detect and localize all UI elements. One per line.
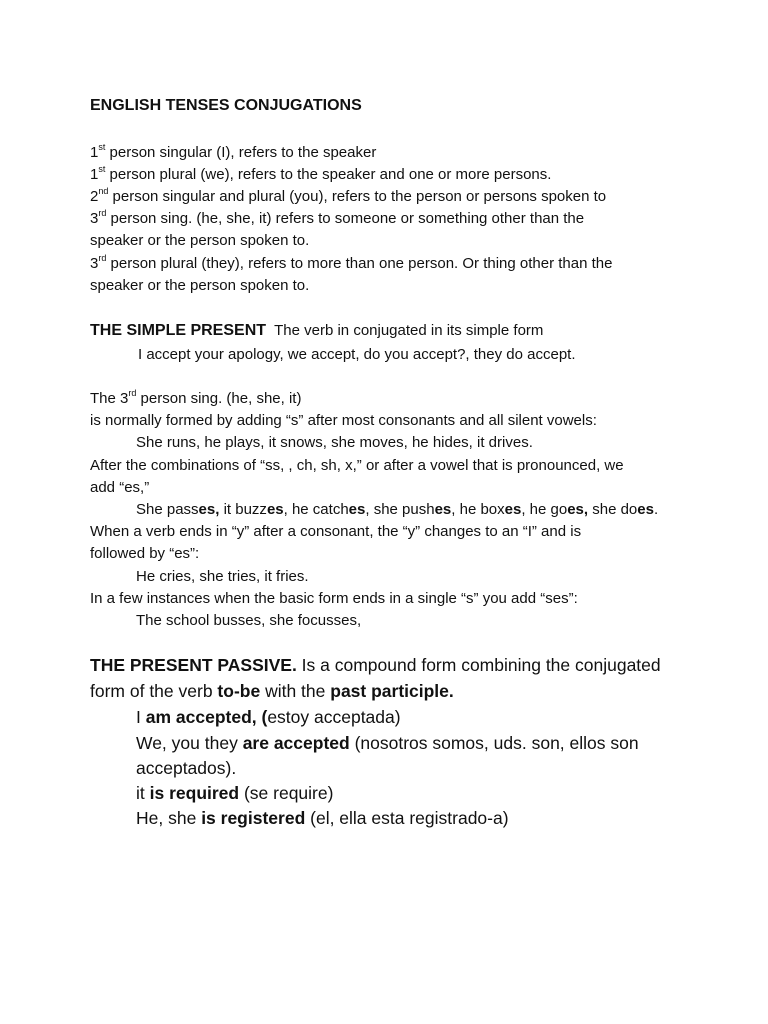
third-person-text: The 3 xyxy=(90,390,129,407)
rule-adding-ses: In a few instances when the basic form ends in a single “s” you add “ses”: xyxy=(90,590,578,607)
person-number: 1 xyxy=(90,144,99,161)
present-passive-desc-cont xyxy=(90,679,454,703)
suffix-bold: es xyxy=(504,501,522,518)
third-person-text: person sing. (he, she, it) xyxy=(136,390,302,407)
ordinal-suffix: nd xyxy=(98,186,109,196)
suffix-bold: es, xyxy=(198,501,220,518)
example-adding-s: She runs, he plays, it snows, she moves, he hides, it drives. xyxy=(136,434,533,451)
section-heading: THE PRESENT PASSIVE. xyxy=(90,655,297,675)
ordinal-suffix: rd xyxy=(98,208,107,218)
passive-example-1 xyxy=(136,705,401,729)
example-text: (nosotros somos, uds. son, ellos son xyxy=(349,733,639,753)
person-def-4-cont: speaker or the person spoken to. xyxy=(90,232,310,249)
person-def-5-cont: speaker or the person spoken to. xyxy=(90,277,310,294)
third-person-line xyxy=(90,389,301,409)
example-bold: are accepted xyxy=(242,733,350,753)
suffix-bold: es, xyxy=(567,501,589,518)
example-text: it xyxy=(136,783,150,803)
person-text: person plural (they), refers to more than one person. Or thing other than the xyxy=(106,255,613,272)
ordinal-suffix: st xyxy=(98,164,106,174)
person-def-5 xyxy=(90,254,612,274)
ordinal-suffix: st xyxy=(98,142,106,152)
example-bold: is required xyxy=(149,783,240,803)
example-text: . xyxy=(653,501,659,518)
rule-adding-es: After the combinations of “ss, , ch, sh, x,” or after a vowel that is pronounced, we xyxy=(90,457,624,474)
person-number: 3 xyxy=(90,210,99,227)
example-y-to-i: He cries, she tries, it fries. xyxy=(136,568,309,585)
suffix-bold: es xyxy=(637,501,654,518)
example-text: it buzz xyxy=(219,501,267,518)
section-description: Is a compound form combining the conjugated xyxy=(296,655,661,675)
example-text: We, you they xyxy=(136,733,243,753)
example-text: , he go xyxy=(521,501,568,518)
person-number: 2 xyxy=(90,188,99,205)
suffix-bold: es xyxy=(348,501,366,518)
desc-bold: past participle. xyxy=(330,681,454,701)
section-heading: THE SIMPLE PRESENT xyxy=(90,322,267,339)
document-title: ENGLISH TENSES CONJUGATIONS xyxy=(90,97,362,114)
example-adding-ses: The school busses, she focusses, xyxy=(136,612,362,629)
person-text: person singular (I), refers to the speaker xyxy=(105,144,377,161)
person-def-2 xyxy=(90,165,551,185)
rule-adding-es-cont: add “es,” xyxy=(90,479,150,496)
suffix-bold: es xyxy=(266,501,284,518)
example-bold: am accepted, ( xyxy=(145,707,268,727)
suffix-bold: es xyxy=(434,501,452,518)
rule-y-to-i-cont: followed by “es”: xyxy=(90,545,200,562)
example-text: (el, ella esta registrado-a) xyxy=(305,808,509,828)
passive-example-4 xyxy=(136,806,509,830)
desc-text: form of the verb xyxy=(90,681,218,701)
simple-present-example: I accept your apology, we accept, do you accept?, they do accept. xyxy=(138,346,576,363)
example-bold: is registered xyxy=(201,808,306,828)
example-text: (se require) xyxy=(239,783,334,803)
rule-y-to-i: When a verb ends in “y” after a consonant, the “y” changes to an “I” and is xyxy=(90,523,582,540)
example-text: estoy acceptada) xyxy=(267,707,401,727)
person-text: person singular and plural (you), refers to the person or persons spoken to xyxy=(108,188,607,205)
ordinal-suffix: rd xyxy=(128,388,137,398)
person-number: 3 xyxy=(90,255,99,272)
example-text: , she push xyxy=(365,501,435,518)
person-text: person sing. (he, she, it) refers to someone or something other than the xyxy=(106,210,585,227)
example-text: He, she xyxy=(136,808,202,828)
simple-present-heading-line xyxy=(90,321,543,341)
example-text: she do xyxy=(588,501,638,518)
passive-example-2 xyxy=(136,731,639,755)
passive-example-3 xyxy=(136,781,333,805)
person-text: person plural (we), refers to the speaker and one or more persons. xyxy=(105,166,552,183)
person-def-1 xyxy=(90,143,376,163)
ordinal-suffix: rd xyxy=(98,253,107,263)
person-def-4 xyxy=(90,209,584,229)
present-passive-heading-line xyxy=(90,653,661,677)
example-text: She pass xyxy=(136,501,199,518)
desc-bold: to-be xyxy=(217,681,261,701)
example-text: I xyxy=(136,707,146,727)
example-adding-es xyxy=(136,500,658,520)
rule-adding-s: is normally formed by adding “s” after most consonants and all silent vowels: xyxy=(90,412,597,429)
passive-example-2-cont: acceptados). xyxy=(136,758,237,778)
desc-text: with the xyxy=(260,681,331,701)
example-text: , he catch xyxy=(283,501,349,518)
person-number: 1 xyxy=(90,166,99,183)
person-def-3 xyxy=(90,187,606,207)
section-description: The verb in conjugated in its simple form xyxy=(274,322,544,339)
example-text: , he box xyxy=(451,501,505,518)
